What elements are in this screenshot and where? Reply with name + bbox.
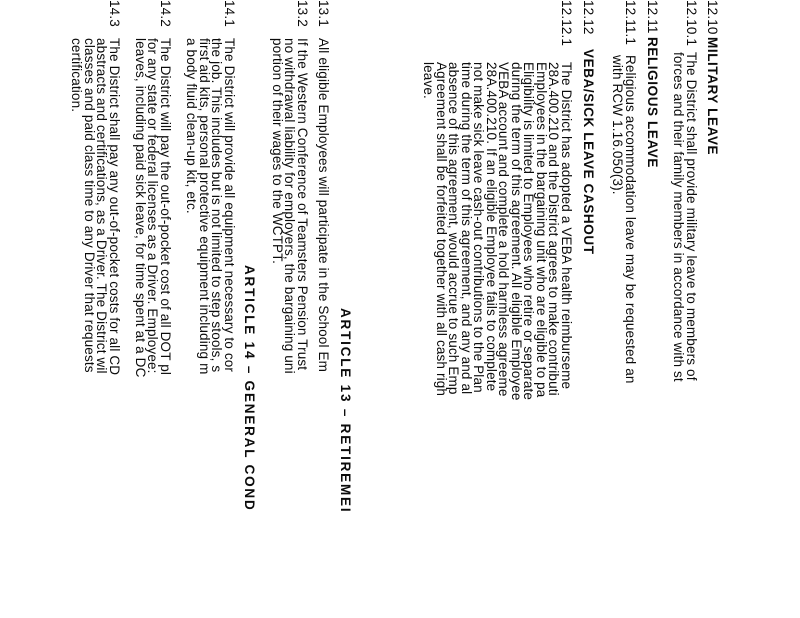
text-line: The District has adopted a VEBA health reimburseme xyxy=(559,62,574,390)
section-heading: VEBA/SICK LEAVE CASHOUT xyxy=(581,49,596,255)
section-number: 14.3 xyxy=(107,0,122,27)
article-14-title: ARTICLE 14 – GENERAL COND xyxy=(242,265,257,512)
section-number: 12.12.1 xyxy=(559,0,574,47)
text-line: 28A.400.210 and the District agrees to make contributi xyxy=(546,62,562,396)
text-line: absence of this agreement, would accrue to such Emp xyxy=(446,62,462,395)
text-line: Eligibility is limited to Employees who retire or separate xyxy=(521,62,537,401)
text-line: The District shall pay any out-of-pocket costs for all CD xyxy=(107,38,122,376)
section-number: 12.10.1 xyxy=(684,0,699,47)
text-line: not make sick leave cash-out contributions to the Plan xyxy=(471,62,487,393)
text-line: If the Western Conference of Teamsters Pension Trust xyxy=(295,38,310,371)
text-line: first aid kits, personal protective equipment including m xyxy=(197,38,212,375)
section-number: 12.10 xyxy=(705,0,720,35)
section-number: 14.1 xyxy=(222,0,237,27)
text-line: forces and their family members in accordance with st xyxy=(671,52,687,382)
section-number: 14.2 xyxy=(158,0,173,27)
text-line: The District will provide all equipment necessary to cor xyxy=(222,38,237,373)
text-line: with RCW 1.16.050(3). xyxy=(610,55,626,195)
text-line: leaves, including paid sick leave, for time spent at a DC xyxy=(133,38,148,378)
section-number: 13.2 xyxy=(295,0,310,27)
text-line: during the term of this agreement. All eligible Employee xyxy=(509,62,524,401)
text-line: VEBA account and complete a hold harmless agreeme xyxy=(496,62,512,397)
text-line: abstracts and certifications, as a Driver. The District wil xyxy=(94,38,110,374)
section-heading: RELIGIOUS LEAVE xyxy=(645,37,660,169)
text-line: 28A.400.210. If an eligible Employee fails to complete xyxy=(484,62,499,392)
section-number: 13.1 xyxy=(316,0,331,27)
text-line: Employees in the bargaining unit who are eligible to pa xyxy=(534,62,549,398)
article-13-title: ARTICLE 13 – RETIREMEI xyxy=(338,308,353,514)
text-line: leave. xyxy=(421,62,437,99)
text-line: time during the term of this agreement, and any and al xyxy=(459,62,474,395)
text-line: the job. This includes but is not limited to step stools, s xyxy=(209,38,225,373)
section-number: 12.11 xyxy=(645,0,660,34)
text-line: certification. xyxy=(69,38,85,113)
text-line: portion of their wages to the WCTPT. xyxy=(270,38,285,264)
section-number: 12.12 xyxy=(581,0,596,35)
section-heading: MILITARY LEAVE xyxy=(705,37,720,156)
text-line: The District shall provide military leave to members of xyxy=(684,52,699,381)
section-number: 12.11.1 xyxy=(623,0,638,46)
text-line: Religious accommodation leave may be requested an xyxy=(623,55,638,384)
text-line: classes and paid class time to any Driver that requests xyxy=(82,38,97,373)
text-line: All eligible Employees will participate in the School Em xyxy=(316,38,331,373)
text-line: a body fluid clean-up kit, etc. xyxy=(184,38,200,214)
text-line: for any state or federal licenses as a Driver. Employee: xyxy=(145,38,161,374)
text-line: The District will pay the out-of-pocket cost of all DOT pl xyxy=(158,38,173,376)
text-line: Agreement shall be forfeited together with all cash righ xyxy=(434,62,449,397)
text-line: no withdrawal liability for employers, the bargaining uni xyxy=(282,38,298,374)
